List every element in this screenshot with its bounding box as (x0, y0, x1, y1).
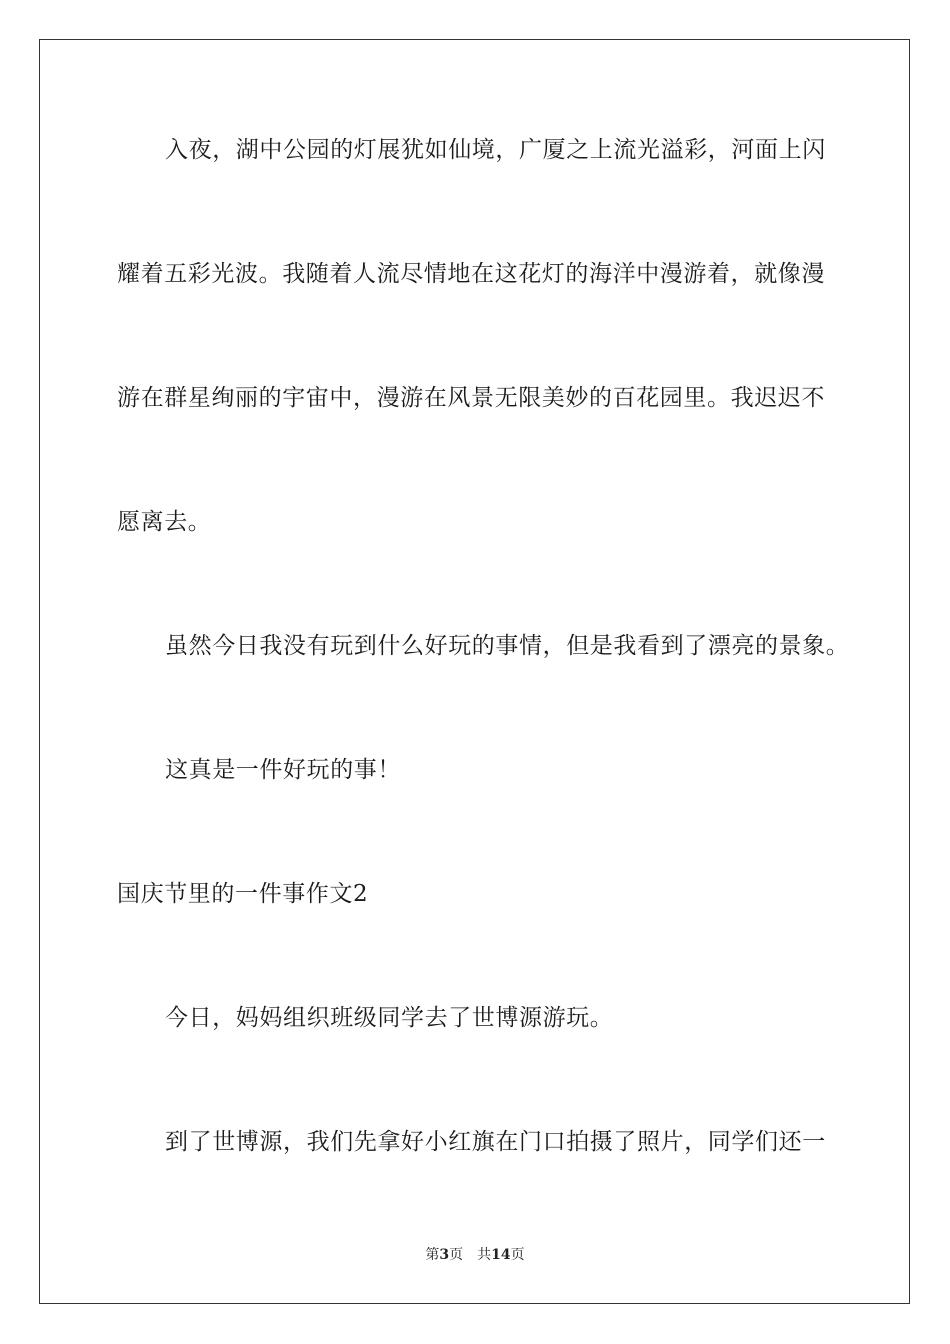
paragraph-line-1: 入夜，湖中公园的灯展犹如仙境，广厦之上流光溢彩，河面上闪 (165, 137, 826, 163)
paragraph-line-3: 游在群星绚丽的宇宙中，漫游在风景无限美妙的百花园里。我迟迟不 (117, 385, 825, 411)
page-footer (0, 1245, 950, 1265)
paragraph-line-4: 愿离去。 (117, 509, 212, 535)
paragraph-line-9: 到了世博源，我们先拿好小红旗在门口拍摄了照片，同学们还一 (165, 1129, 826, 1155)
section-heading: 国庆节里的一件事作文2 (117, 881, 369, 907)
paragraph-line-5: 虽然今日我没有玩到什么好玩的事情，但是我看到了漂亮的景象。 (165, 633, 850, 659)
footer-page-suffix: 页 (449, 1247, 464, 1263)
paragraph-line-8: 今日，妈妈组织班级同学去了世博源游玩。 (165, 1005, 614, 1031)
footer-page-prefix: 第 (425, 1247, 440, 1263)
footer-total-suffix: 页 (510, 1247, 525, 1263)
footer-total-prefix: 共 (477, 1247, 492, 1263)
paragraph-line-2: 耀着五彩光波。我随着人流尽情地在这花灯的海洋中漫游着，就像漫 (117, 261, 825, 287)
page-border (39, 39, 910, 1304)
footer-total-pages: 14 (491, 1247, 511, 1263)
paragraph-line-6: 这真是一件好玩的事！ (165, 757, 401, 783)
footer-page-number: 3 (439, 1247, 450, 1263)
